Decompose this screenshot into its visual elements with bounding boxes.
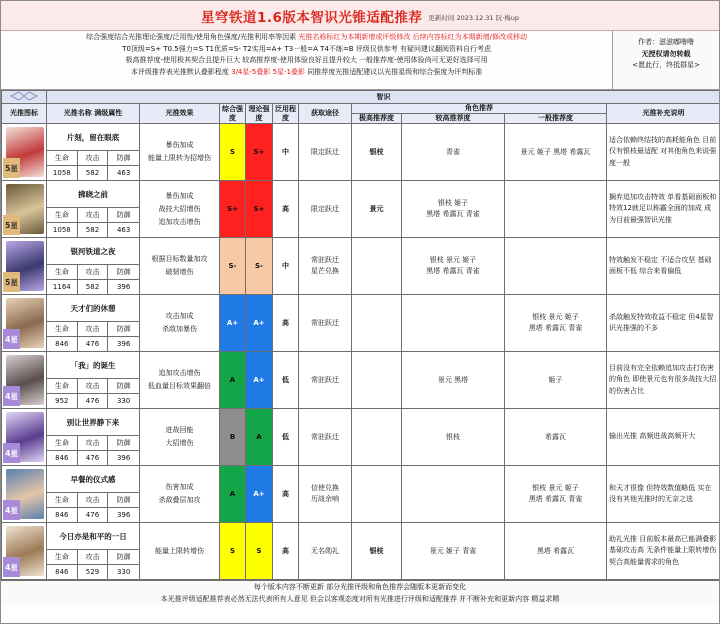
normal-rec [505, 181, 607, 238]
theory-grade: S- [246, 238, 273, 295]
intro-line-3: 极高推荐度-使用极其契合且提升巨大 较高推荐度-使用体验良好且提升较大 一般推荐度-使用体验尚可无更好选择可用 [125, 56, 488, 65]
stat-values: 846 476 396 [47, 336, 139, 351]
section-header-row [2, 91, 720, 104]
general-use: 中 [273, 124, 299, 181]
very-high-rec: 银枝 [352, 124, 402, 181]
very-high-rec: 银枝 [352, 523, 402, 580]
col-icon: 光推图标 [2, 104, 47, 124]
very-high-rec [352, 295, 402, 352]
overall-grade: A [220, 466, 246, 523]
theory-grade: S [246, 523, 273, 580]
general-use: 高 [273, 181, 299, 238]
very-high-rec: 景元 [352, 181, 402, 238]
author-name: 作者：滋滋嘟噜噜 [638, 38, 695, 46]
stat-values: 846 476 396 [47, 507, 139, 522]
general-use: 低 [273, 409, 299, 466]
overall-grade: S [220, 523, 246, 580]
normal-rec: 黑塔 希露瓦 [505, 523, 607, 580]
table-row [2, 181, 720, 238]
very-high-rec [352, 409, 402, 466]
high-rec [402, 466, 505, 523]
source: 常驻跃迁 星芒兑换 [299, 238, 352, 295]
column-header-row [2, 104, 720, 114]
title-bar [1, 1, 719, 31]
col-name: 光推名称 满级属性 [47, 104, 140, 124]
col-source: 获取途径 [299, 104, 352, 124]
stat-labels: 生命 攻击 防御 [47, 549, 139, 564]
light-cone-note: 杀敌触发特效收益不稳定 但4星智识光推强的不多 [607, 295, 720, 352]
high-rec: 景元 黑塔 [402, 352, 505, 409]
theory-grade: S+ [246, 181, 273, 238]
light-cone-icon-cell [2, 295, 47, 352]
light-cone-name: 早餐的仪式感 [70, 474, 116, 484]
source: 常驻跃迁 [299, 295, 352, 352]
stat-labels: 生命 攻击 防御 [47, 435, 139, 450]
stat-labels: 生命 攻击 防御 [47, 378, 139, 393]
light-cone-effect: 能量上限转增伤 [140, 523, 220, 580]
light-cone-name: 别让世界静下来 [66, 417, 120, 427]
source: 信使兑换 历战余响 [299, 466, 352, 523]
light-cone-note: 适合依赖终结技的高耗能角色 目前仅有银枝最适配 对其他角色来说强度一般 [607, 124, 720, 181]
intro-line-4: 本评级推荐表光推默认叠影程度 3/4星-5叠影 5星-1叠影 同推荐度光推适配建议以光推星级和综合强度为评判标准 [130, 67, 483, 76]
intro-text [1, 31, 613, 89]
theory-grade: A+ [246, 295, 273, 352]
light-cone-effect: 攻击加成 杀敌加暴伤 [140, 295, 220, 352]
rarity-badge: 4星 [3, 500, 20, 520]
col-very-high: 极高推荐度 [352, 114, 402, 124]
light-cone-note: 助礼光推 目前版本最高已能满叠影 基础攻击高 无条件能量上限转增伤 契合高能量需求的角色 [607, 523, 720, 580]
light-cone-effect: 伤害加成 杀敌叠层加攻 [140, 466, 220, 523]
stat-values: 846 529 330 [47, 564, 139, 579]
light-cone-effect: 暴伤加成 战技大招增伤 追加攻击增伤 [140, 181, 220, 238]
general-use: 低 [273, 352, 299, 409]
rarity-badge: 4星 [3, 329, 20, 349]
table-row [2, 352, 720, 409]
stat-values: 1164 582 396 [47, 279, 139, 294]
col-normal: 一般推荐度 [505, 114, 607, 124]
rarity-badge: 4星 [3, 443, 20, 463]
light-cone-icon-cell [2, 409, 47, 466]
section-title: 智识 [47, 91, 720, 104]
normal-rec: 银枝 景元 姬子 黑塔 希露瓦 青雀 [505, 295, 607, 352]
stat-values: 952 476 330 [47, 393, 139, 408]
source: 常驻跃迁 [299, 409, 352, 466]
overall-grade: B [220, 409, 246, 466]
light-cone-note: 和天才很像 但特效数值略低 实在没有其他光推时的无奈之选 [607, 466, 720, 523]
overall-grade: S- [220, 238, 246, 295]
rarity-badge: 4星 [3, 386, 20, 406]
table-row [2, 295, 720, 352]
author-box [613, 31, 719, 89]
normal-rec: 希露瓦 [505, 409, 607, 466]
high-rec: 银枝 景元 姬子 黑塔 希露瓦 青雀 [402, 238, 505, 295]
high-rec: 银枝 姬子 黑塔 希露瓦 青雀 [402, 181, 505, 238]
general-use: 高 [273, 295, 299, 352]
light-cone-name-cell [47, 124, 140, 181]
table-row [2, 409, 720, 466]
overall-grade: A [220, 352, 246, 409]
light-cone-name-cell [47, 466, 140, 523]
col-general: 泛用程度 [273, 104, 299, 124]
normal-rec: 银枝 景元 姬子 黑塔 希露瓦 青雀 [505, 466, 607, 523]
footer-line-1: 每个版本内容不断更新 部分光推评级和角色推荐会随版本更新而变化 [253, 583, 467, 591]
high-rec: 景元 姬子 青雀 [402, 523, 505, 580]
very-high-rec [352, 352, 402, 409]
stat-labels: 生命 攻击 防御 [47, 492, 139, 507]
source: 限定跃迁 [299, 124, 352, 181]
table-row [2, 466, 720, 523]
no-repost-notice: 无授权请勿转载 [641, 49, 691, 58]
intro-line-1: 综合强度结合光推理论强度/泛用性/使用角色强度/光推利用率等因素 光推名称标红为本期新增或评级修改 后续内容标红为本期新增/修改或移动 [86, 33, 528, 41]
intro-line-2: T0顶级=S+ T0.5强力=S T1优质=S- T2实用=A+ T3一般=A T4不练=B 评级仅供参考 有疑问建议翻阅资料自行考虑 [122, 44, 491, 53]
light-cone-name: 「我」的诞生 [70, 360, 116, 370]
light-cone-name-cell [47, 409, 140, 466]
stat-labels: 生命 攻击 防御 [47, 207, 139, 222]
general-use: 高 [273, 466, 299, 523]
source: 限定跃迁 [299, 181, 352, 238]
footer [1, 580, 719, 605]
path-emblem-icon [10, 91, 38, 101]
light-cone-name-cell [47, 523, 140, 580]
theory-grade: A+ [246, 466, 273, 523]
theory-grade: A+ [246, 352, 273, 409]
update-time: 更新时间 2023.12.31 阮·梅up [428, 14, 520, 22]
stat-labels: 生命 攻击 防御 [47, 150, 139, 165]
light-cone-effect: 暴伤加成 能量上限转为招增伤 [140, 124, 220, 181]
light-cone-icon-cell [2, 238, 47, 295]
table-row [2, 124, 720, 181]
overall-grade: S+ [220, 181, 246, 238]
col-theory: 理论强度 [246, 104, 273, 124]
rarity-badge: 5星 [3, 272, 20, 292]
general-use: 中 [273, 238, 299, 295]
light-cone-name-cell [47, 352, 140, 409]
table-row [2, 238, 720, 295]
normal-rec: 景元 姬子 黑塔 希露瓦 [505, 124, 607, 181]
col-role-rec: 角色推荐 [352, 104, 607, 114]
light-cone-icon-cell [2, 352, 47, 409]
overall-grade: S [220, 124, 246, 181]
light-cone-name: 拂晓之前 [78, 189, 108, 199]
overall-grade: A+ [220, 295, 246, 352]
footer-line-2: 本光推评级适配推荐表必然无法代表所有人意见 但会以客观态度对所有光推进行评级和适配推荐 并不断补充和更新内容 精益求精 [160, 595, 560, 603]
light-cone-name-cell [47, 181, 140, 238]
normal-rec: 姬子 [505, 352, 607, 409]
light-cone-table [1, 90, 720, 580]
table-row [2, 523, 720, 580]
theory-grade: S+ [246, 124, 273, 181]
high-rec: 银枝 [402, 409, 505, 466]
light-cone-note: 特效触发不稳定 不适合攻坚 基础面板不低 综合来看偏低 [607, 238, 720, 295]
light-cone-icon-cell [2, 124, 47, 181]
source: 常驻跃迁 [299, 352, 352, 409]
table-body [2, 124, 720, 580]
light-cone-name: 今日亦是和平的一日 [59, 531, 127, 541]
light-cone-icon-cell [2, 466, 47, 523]
light-cone-icon-cell [2, 181, 47, 238]
theory-grade: A [246, 409, 273, 466]
section-decor [2, 91, 47, 104]
high-rec: 青雀 [402, 124, 505, 181]
light-cone-effect: 进战回能 大招增伤 [140, 409, 220, 466]
light-cone-name-cell [47, 238, 140, 295]
very-high-rec [352, 238, 402, 295]
high-rec [402, 295, 505, 352]
col-notes: 光推补充说明 [607, 104, 720, 124]
intro-panel [1, 31, 719, 90]
light-cone-effect: 追加攻击增伤 低血量目标效果翻倍 [140, 352, 220, 409]
col-overall: 综合强度 [220, 104, 246, 124]
stat-values: 846 476 396 [47, 450, 139, 465]
light-cone-note: 输出光推 高频进战高频开大 [607, 409, 720, 466]
normal-rec [505, 238, 607, 295]
stat-labels: 生命 攻击 防御 [47, 321, 139, 336]
very-high-rec [352, 466, 402, 523]
light-cone-name: 片刻，留在眼底 [66, 132, 120, 142]
stat-values: 1058 582 463 [47, 165, 139, 180]
light-cone-effect: 根据目标数量加攻 破韧增伤 [140, 238, 220, 295]
source: 无名勋礼 [299, 523, 352, 580]
general-use: 高 [273, 523, 299, 580]
light-cone-note: 搁弃追加攻击特效 单看基础面板和特效12就足以称霸全面的加成 成为目前最强智识光推 [607, 181, 720, 238]
stat-values: 1058 582 463 [47, 222, 139, 237]
page-title: 星穹铁道1.6版本智识光锥适配推荐 [200, 9, 423, 26]
light-cone-icon-cell [2, 523, 47, 580]
light-cone-note: 目前没有完全依赖追加攻击打伤害的角色 即使景元也有很多战技大招的伤害占比 [607, 352, 720, 409]
rarity-badge: 4星 [3, 557, 20, 577]
light-cone-name: 天才们的休憩 [70, 303, 116, 313]
rarity-badge: 5星 [3, 158, 20, 178]
author-motto: <愿此行，终抵群星> [632, 61, 700, 69]
col-effect: 光推效果 [140, 104, 220, 124]
light-cone-name: 银河铁道之夜 [70, 246, 116, 256]
light-cone-name-cell [47, 295, 140, 352]
stat-labels: 生命 攻击 防御 [47, 264, 139, 279]
col-high: 较高推荐度 [402, 114, 505, 124]
rarity-badge: 5星 [3, 215, 20, 235]
